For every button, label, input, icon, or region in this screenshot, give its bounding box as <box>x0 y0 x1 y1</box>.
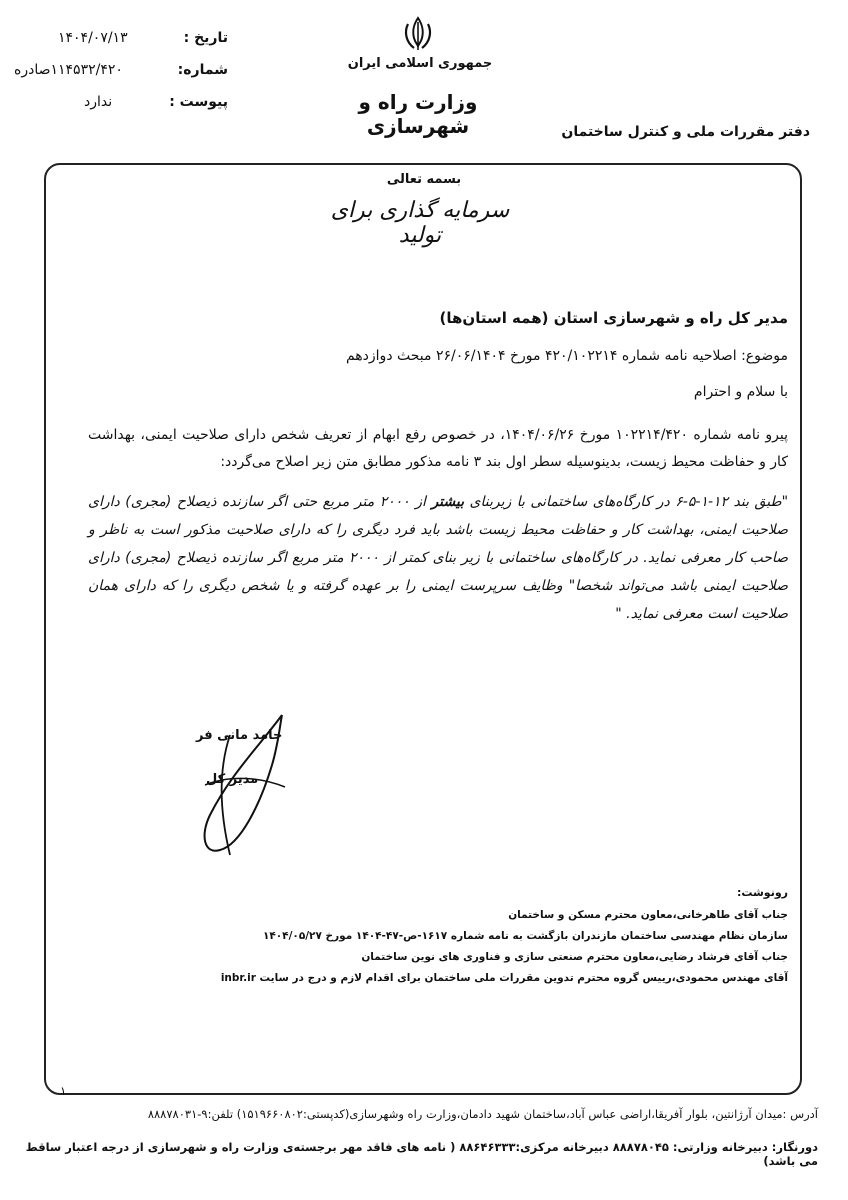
signer-name: حامد مانی فر <box>196 728 283 743</box>
office-name: دفتر مقررات ملی و کنترل ساختمان <box>561 124 810 140</box>
attachment-value: ندارد <box>84 94 113 110</box>
quote-part-2: از ۲۰۰۰ متر مربع حتی اگر سازنده ذیصلاح (مجری) دارای صلاحیت ایمنی، بهداشت کار و حفاظت محیط زیست باشد باید فرد دیگری را که دارای صلاحیت مذکور است به ناظر و صاحب کار معرفی نماید. در کارگاه‌های ساختمانی با زیر بنای کمتر از ۲۰۰۰ متر مربع اگر سازنده ذیصلاح (مجری) دارای صلاحیت ایمنی باشد می‌تواند شخصا" وظایف سرپرست ایمنی را بر عهده گرفته و یا شخص دیگری را که دارای همان صلاحیت است معرفی نماید. " <box>88 494 789 622</box>
cc-list <box>68 905 788 989</box>
cc-item: جناب آقای فرشاد رضایی،معاون محترم صنعتی سازی و فناوری های نوین ساختمان <box>361 951 788 963</box>
ministry-name: وزارت راه و شهرسازی <box>358 90 478 138</box>
meta-attachment <box>28 94 228 118</box>
number-label: شماره: <box>177 62 228 78</box>
meta-number <box>10 62 228 86</box>
bismillah: بسمه تعالی <box>386 172 462 187</box>
subject-line: موضوع: اصلاحیه نامه شماره ۴۲۰/۱۰۲۲۱۴ مورخ ۲۶/۰۶/۱۴۰۴ مبحث دوازدهم <box>345 348 788 364</box>
page-number: ۱ <box>60 1084 67 1098</box>
meta-date <box>28 30 228 54</box>
attachment-label: پیوست : <box>169 94 228 110</box>
quoted-clause <box>88 488 788 628</box>
date-value: ۱۴۰۴/۰۷/۱۳ <box>58 30 128 46</box>
signer-title: مدیر کل <box>206 772 259 787</box>
quote-emphasis: بیشتر <box>431 494 464 510</box>
cc-title: رونوشت: <box>736 886 788 899</box>
greeting: با سلام و احترام <box>693 384 788 400</box>
footer-fax: دورنگار: دبیرخانه وزارتی: ۸۸۸۷۸۰۴۵ دبیرخانه مرکزی:۸۸۶۴۶۳۳۳ ( نامه های فاقد مهر برجسته‌ی وزارت راه و شهرسازی از درجه اعتبار ساقط می باشد) <box>25 1140 818 1168</box>
cc-item: سازمان نظام مهندسی ساختمان مازندران بازگشت به نامه شماره ۱۶۱۷-ص-۴۷-۱۴۰۴ مورخ ۱۴۰۴/۰۵/۲۷ <box>262 930 788 942</box>
cc-item: جناب آقای طاهرخانی،معاون محترم مسکن و ساختمان <box>508 909 788 921</box>
slogan: سرمایه گذاری برای تولید <box>330 198 510 248</box>
cc-item: آقای مهندس محمودی،رییس گروه محترم تدوین مقررات ملی ساختمان برای اقدام لازم و درج در سایت inbr.ir <box>220 972 788 984</box>
quote-part-1: "طبق بند ۱۲-۱-۵-۶ در کارگاه‌های ساختمانی با زیربنای <box>469 494 789 510</box>
date-label: تاریخ : <box>183 30 228 46</box>
recipient: مدیر کل راه و شهرسازی استان (همه استان‌ها) <box>439 309 788 327</box>
country-name: جمهوری اسلامی ایران <box>347 56 493 71</box>
footer-address: آدرس :میدان آرژانتین، بلوار آفریقا،اراضی عباس آباد،ساختمان شهید دادمان،وزارت راه وشهرسازی(کدپستی:۱۵۱۹۶۶۰۸۰۲) تلفن:۹-۸۸۸۷۸۰۳۱ <box>147 1107 818 1121</box>
number-value: ۱۱۴۵۳۲/۴۲۰صادره <box>14 62 123 78</box>
body-paragraph: پیرو نامه شماره ۱۰۲۲۱۴/۴۲۰ مورخ ۱۴۰۴/۰۶/۲۶، در خصوص رفع ابهام از تعریف شخص دارای صلاحیت ایمنی، بهداشت کار و حفاظت محیط زیست، بدینوسیله سطر اول بند ۳ نامه مذکور مطابق متن زیر اصلاح می‌گردد: <box>88 427 789 470</box>
iran-emblem-icon <box>398 14 438 54</box>
